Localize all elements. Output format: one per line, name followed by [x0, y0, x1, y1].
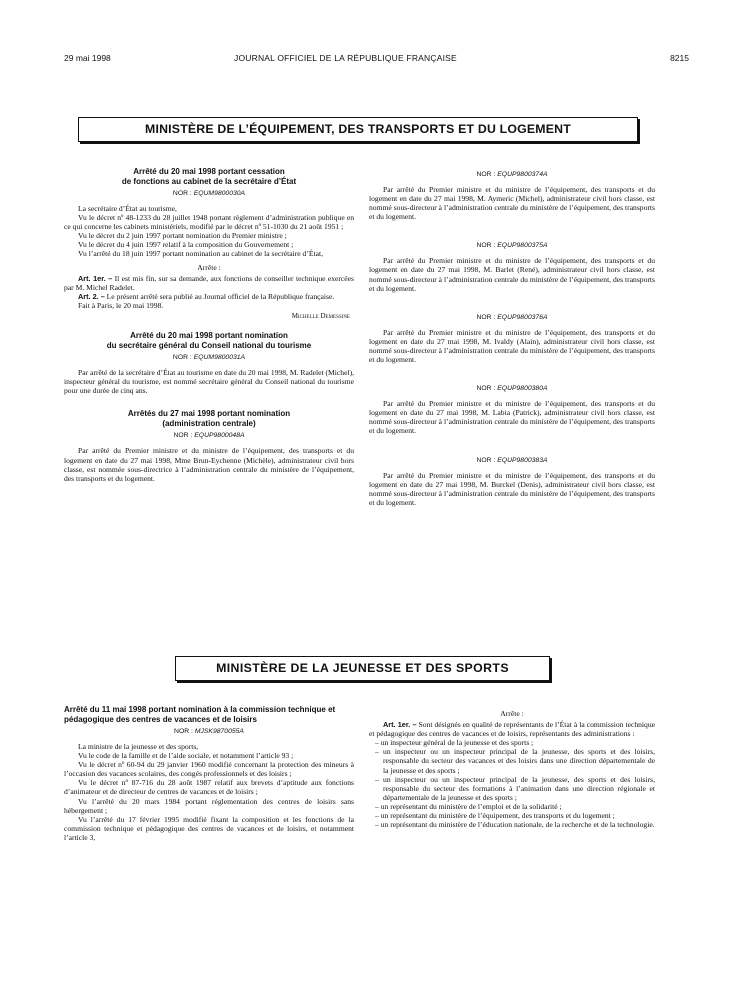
- paragraph: Par arrêté du Premier ministre et du ministre de l’équipement, des transports et du logement en date du 27 mai 1998, M. Aymeric (Michel), administrateur civil hors classe, est nommé sous-directeur à l’administration centrale du ministère de l’équipement, des transports et du logement.: [369, 185, 655, 222]
- paragraph: Vu le décret nº 60-94 du 29 janvier 1960 modifié concernant la protection des mineurs à l’occasion des vacances scolaires, des congés professionnels et des loisirs ;: [64, 760, 354, 779]
- nor-prefix: NOR :: [476, 242, 496, 250]
- left-column-top: [64, 167, 354, 483]
- nor-prefix: NOR :: [476, 171, 496, 178]
- nor-code: EQUP9800380A: [497, 385, 548, 393]
- title-line: de fonctions au cabinet de la secrétaire d’État: [121, 176, 297, 186]
- paragraph: La ministre de la jeunesse et des sports,: [78, 742, 199, 751]
- article-text: Sont désignés en qualité de représentants de l’État à la commission technique et pédagogique des centres de vacances et de loisirs, représentants des administrations :: [369, 720, 656, 739]
- section-title-commission: Arrêté du 11 mai 1998 portant nomination à la commission technique et pédagogique des centres de vacances et de loisirs: [64, 705, 336, 724]
- section-title-administration-centrale: [64, 409, 354, 428]
- nor-code: EQUP9800383A: [497, 456, 548, 464]
- paragraph: Vu le décret nº 87-716 du 28 août 1987 relatif aux brevets d’aptitude aux fonctions d’animateur et de directeur de centres de vacances et de loisirs ;: [64, 778, 354, 797]
- paragraph: Par arrêté du Premier ministre et du ministre de l’équipement, des transports et du logement en date du 27 mai 1998, Mme Brun-Eychenne (Michèle), administrateur civil hors classe, est nommée sous-directrice à l’administration centrale du ministère de l’équipement, des transports et du logement.: [64, 446, 354, 483]
- paragraph: La secrétaire d’État au tourisme,: [78, 204, 177, 213]
- paragraph: Vu le décret nº 48-1233 du 28 juillet 1948 portant règlement d’administration publique en ce qui concerne les cabinets ministériels, modifié par le décret nº 51-1030 du 21 août 1951 ;: [64, 213, 354, 232]
- section-title-secretaire-general: [64, 331, 354, 350]
- left-column-bottom: [64, 705, 354, 842]
- nor-code: EQUM9800030A: [193, 190, 246, 197]
- nor-prefix: NOR :: [476, 456, 496, 464]
- article-label: Art. 2. –: [78, 291, 105, 301]
- nor-reference: [64, 431, 354, 440]
- nor-prefix: NOR :: [476, 385, 496, 393]
- page-number: 8215: [670, 53, 689, 63]
- nor-code: EQUP9800048A: [194, 432, 245, 440]
- nor-prefix: NOR :: [174, 728, 193, 735]
- article-label: Art. 1er. –: [383, 720, 417, 730]
- paragraph: Vu le décret du 4 juin 1997 relatif à la composition du Gouvernement ;: [78, 240, 294, 250]
- fait-date: Fait à Paris, le 20 mai 1998.: [78, 300, 164, 310]
- page-date: 29 mai 1998: [64, 53, 111, 63]
- article-1: [369, 720, 655, 738]
- nor-reference: [64, 189, 354, 198]
- nor-prefix: NOR :: [172, 190, 192, 197]
- list-item: – un représentant du ministère de l’emploi et de la solidarité ;: [369, 802, 655, 811]
- paragraph: Par arrêté du Premier ministre et du ministre de l’équipement, des transports et du logement en date du 27 mai 1998, M. Burckel (Denis), administrateur civil hors classe, est nommé sous-directeur à l’administration centrale du ministère de l’équipement, des transports et du logement.: [369, 470, 655, 507]
- nor-reference: [369, 313, 655, 322]
- nor-prefix: NOR :: [172, 354, 192, 362]
- paragraph: Vu le code de la famille et de l’aide sociale, et notamment l’article 93 ;: [78, 751, 294, 761]
- right-column-top: [369, 167, 655, 507]
- ministry-banner-equipement: MINISTÈRE DE L’ÉQUIPEMENT, DES TRANSPORTS ET DU LOGEMENT: [78, 117, 638, 142]
- paragraph: Vu l’arrêté du 18 juin 1997 portant nomination au cabinet de la secrétaire d’État,: [78, 249, 323, 259]
- nor-code: MJSK9870055A: [194, 728, 244, 735]
- list-item: – un inspecteur ou un inspecteur principal de la jeunesse, des sports et des loisirs, responsable du secteur des vacances et des loisirs dans une direction départementale de la jeunesse et des sports ;: [369, 747, 655, 774]
- article-text: Il est mis fin, sur sa demande, aux fonctions de conseiller technique exercées par M. Michel Radelet.: [64, 273, 354, 292]
- paragraph: Vu l’arrêté du 20 mars 1984 portant réglementation des centres de loisirs sans hébergement ;: [64, 796, 354, 815]
- nor-code: EQUP9800375A: [497, 242, 548, 250]
- nor-reference: [64, 353, 354, 362]
- list-item: – un représentant du ministère de l’équipement, des transports et du logement ;: [369, 811, 655, 820]
- nor-prefix: NOR :: [173, 432, 193, 440]
- signature: Michelle Demessine: [291, 312, 350, 321]
- nor-code: EQUP9800376A: [497, 313, 548, 321]
- nor-code: EQUM9800031A: [193, 354, 246, 362]
- article-2: [64, 292, 354, 301]
- paragraph: Vu le décret du 2 juin 1997 portant nomination du Premier ministre ;: [78, 231, 287, 241]
- title-line: Arrêtés du 27 mai 1998 portant nomination: [127, 409, 291, 419]
- paragraph: Vu l’arrêté du 17 février 1995 modifié fixant la composition et les fonctions de la commission technique et pédagogique des centres de vacances et de loisirs, et notamment l’article 3,: [64, 814, 354, 842]
- nor-reference: [369, 170, 655, 179]
- article-1: [64, 274, 354, 292]
- article-label: Art. 1er. –: [78, 273, 113, 283]
- arrete-heading: Arrête :: [197, 262, 221, 272]
- title-line: du secrétaire général du Conseil national du tourisme: [106, 340, 312, 350]
- ministry-banner-jeunesse-sports: MINISTÈRE DE LA JEUNESSE ET DES SPORTS: [175, 656, 550, 681]
- paragraph: Par arrêté du Premier ministre et du ministre de l’équipement, des transports et du logement en date du 27 mai 1998, M. Barlet (René), administrateur civil hors classe, est nommé sous-directeur à l’administration centrale du ministère de l’équipement, des transports et du logement.: [369, 256, 655, 293]
- nor-reference: [369, 456, 655, 465]
- list-item: – un représentant du ministère de l’éducation nationale, de la recherche et de la technologie.: [369, 820, 655, 829]
- paragraph: Par arrêté du Premier ministre et du ministre de l’équipement, des transports et du logement en date du 27 mai 1998, M. Labia (Patrick), administrateur civil hors classe, est nommé sous-directeur à l’administration centrale du ministère de l’équipement, des transports et du logement.: [369, 399, 655, 436]
- section-title-cessation: [64, 167, 354, 186]
- title-line: Arrêté du 20 mai 1998 portant nomination: [130, 331, 288, 341]
- list-item: – un inspecteur ou un inspecteur principal de la jeunesse, des sports et des loisirs, responsable du secteur des formations à l’animation dans une direction régionale et départementale de la jeunesse et des sports ;: [369, 775, 655, 802]
- journal-title: JOURNAL OFFICIEL DE LA RÉPUBLIQUE FRANÇAISE: [234, 53, 457, 63]
- nor-reference: [369, 384, 655, 393]
- running-header: [64, 53, 689, 65]
- arrete-heading: Arrête :: [500, 709, 524, 718]
- list-item: – un inspecteur général de la jeunesse et des sports ;: [369, 738, 655, 747]
- nor-code: EQUP9800374A: [497, 171, 548, 178]
- title-line: Arrêté du 20 mai 1998 portant cessation: [133, 167, 285, 176]
- paragraph: Par arrêté de la secrétaire d’État au tourisme en date du 20 mai 1998, M. Radelet (Michel), inspecteur général du tourisme, est nommé secrétaire général du Conseil national du tourisme pour une durée de cinq ans.: [64, 368, 354, 396]
- nor-reference: [64, 727, 354, 736]
- paragraph: Par arrêté du Premier ministre et du ministre de l’équipement, des transports et du logement en date du 27 mai 1998, M. Ivaldy (Alain), administrateur civil hors classe, est nommé sous-directeur à l’administration centrale du ministère de l’équipement, des transports et du logement.: [369, 327, 655, 365]
- article-text: Le présent arrêté sera publié au Journal officiel de la République française.: [106, 291, 335, 301]
- right-column-bottom: [369, 705, 655, 829]
- title-line: (administration centrale): [162, 418, 256, 428]
- nor-reference: [369, 241, 655, 250]
- nor-prefix: NOR :: [476, 313, 496, 321]
